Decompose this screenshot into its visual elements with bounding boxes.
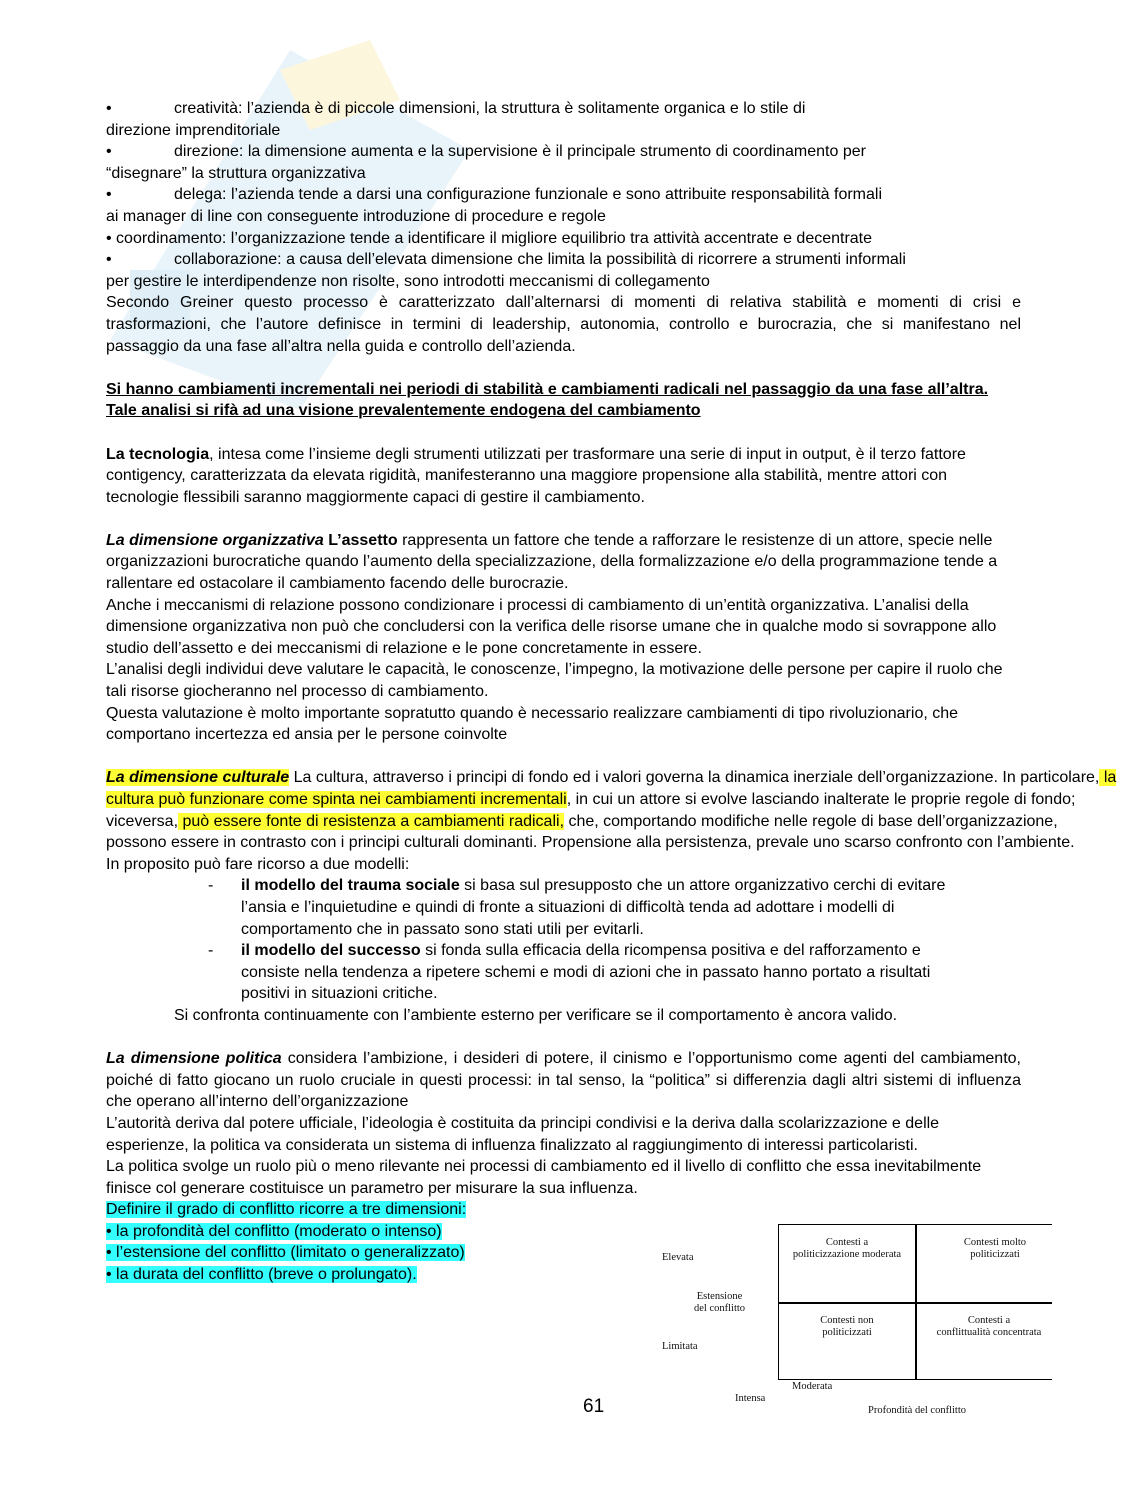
- bullet-icon: •: [106, 143, 112, 161]
- bullet-text: direzione: la dimensione aumenta e la supervisione è il principale strumento di coordinamento per: [174, 143, 866, 161]
- list-item: [106, 98, 1021, 141]
- list-item: [106, 141, 1021, 184]
- matrix-x-low-label: Moderata: [792, 1381, 833, 1392]
- bullet-text: collaborazione: a causa dell’elevata dimensione che limita la possibilità di ricorrere a strumenti informali: [174, 251, 906, 269]
- culturale-text-2: , in cui un attore si evolve lasciando inalterate le proprie regole di fondo; viceversa,: [106, 791, 1076, 830]
- tecnologia-paragraph: [106, 444, 1021, 509]
- culturale-title: La dimensione culturale: [106, 769, 290, 787]
- organizzativa-subtitle: L’assetto: [323, 531, 398, 549]
- culturale-paragraph: [106, 767, 1121, 853]
- bullet-continuation: ai manager di line con conseguente introduzione di procedure e regole: [106, 207, 606, 225]
- politica-paragraph: [106, 1048, 1021, 1113]
- highlighted-text: • la profondità del conflitto (moderato o intenso): [106, 1222, 442, 1240]
- models-list: [106, 875, 1021, 1005]
- list-item: [106, 184, 1021, 227]
- highlighted-text: • l’estensione del conflitto (limitato o generalizzato): [106, 1244, 465, 1262]
- organizzativa-paragraph: [106, 530, 1021, 595]
- bullet-icon: •: [106, 251, 112, 269]
- dash-icon: -: [208, 877, 214, 895]
- politica-p2: L’autorità deriva dal potere ufficiale, l’ideologia è costituita da principi condivisi e la deriva dalla scolarizzazione e delle esperienze, la politica va considerata un sistema di influenza finalizzato al raggiungimento di interessi particolaristi.: [106, 1114, 940, 1154]
- model-text: si basa sul presupposto che un attore organizzativo cerchi di evitare l’ansia e l’inquietudine e quindi di fronte a situazioni di difficoltà tenda ad adottare i modelli di comportamento che in passato sono stati utili per evitarli.: [241, 877, 946, 938]
- matrix-x-high-label: Intensa: [735, 1393, 766, 1404]
- model-text: si fonda sulla efficacia della ricompensa positiva e del rafforzamento e consiste nella tendenza a ripetere schemi e modi di azioni che in passato hanno portato a risultati positivi in situazioni critiche.: [241, 942, 931, 1003]
- bullet-continuation: “disegnare” la struttura organizzativa: [106, 164, 366, 182]
- bullet-text: • coordinamento: l’organizzazione tende a identificare il migliore equilibrio tra attività accentrate e decentrate: [106, 229, 873, 247]
- list-item: [106, 940, 976, 1005]
- organizzativa-text: rappresenta un fattore che tende a rafforzare le resistenze di un attore, specie nelle organizzazioni burocratiche quando l’aumento della specializzazione, della formalizzazione e/o della programmazione tende a rallentare ed ostacolare il cambiamento facendo delle burocrazie.: [106, 531, 998, 593]
- list-item: [106, 875, 976, 940]
- tecnologia-title: La tecnologia: [106, 445, 210, 463]
- organizzativa-p2: Anche i meccanismi di relazione possono condizionare i processi di cambiamento di un’entità organizzativa. L’analisi della dimensione organizzativa non può che concludersi con la verifica delle risorse umane che in qualche modo si sovrappone allo studio dell’assetto e dei meccanismi di relazione e le pone concretamente in essere.: [106, 596, 997, 657]
- matrix-cell-top-left: Contesti a politicizzazione moderata: [792, 1237, 902, 1260]
- culturale-highlight-2: può essere fonte di resistenza a cambiamenti radicali,: [178, 812, 565, 830]
- greiner-paragraph: Secondo Greiner questo processo è caratterizzato dall’alternarsi di momenti di relativa stabilità e momenti di crisi e trasformazioni, che l’autore definisce in termini di leadership, autonomia, controllo e burocrazia, che si manifestano nel passaggio da una fase all’altra nella guida e controllo dell’azienda.: [106, 294, 1021, 355]
- politica-text: considera l’ambizione, i desideri di potere, il cinismo e l’opportunismo come agenti del cambiamento, poiché di fatto giocano un ruolo cruciale in questi processi: in tal senso, la “politica” si differenzia dagli altri sistemi di influenza che operano all’interno dell’organizzazione: [106, 1050, 1021, 1111]
- page-number: 61: [583, 1396, 605, 1417]
- politica-p3: La politica svolge un ruolo più o meno rilevante nei processi di cambiamento ed il livello di conflitto che essa inevitabilmente finisce col generare costituisce un parametro per misurare la sua influenza.: [106, 1158, 982, 1197]
- matrix-y-low-label: Limitata: [662, 1341, 698, 1352]
- bullet-icon: •: [106, 186, 112, 204]
- culturale-highlight-1: la cultura può funzionare come spinta nei cambiamenti incrementali: [106, 769, 1117, 808]
- model-name: il modello del trauma sociale: [241, 877, 460, 895]
- bullet-icon: •: [106, 100, 112, 117]
- conflict-matrix: [640, 1215, 1080, 1420]
- bullet-text: delega: l’azienda tende a darsi una configurazione funzionale e sono attribuite responsabilità formali: [174, 186, 883, 204]
- list-item: [106, 249, 1021, 292]
- organizzativa-p4: Questa valutazione è molto importante sopratutto quando è necessario realizzare cambiamenti di tipo rivoluzionario, che comportano incertezza ed ansia per le persone coinvolte: [106, 704, 959, 744]
- culturale-text-3: che, comportando modifiche nelle regole di base dell’organizzazione, possono essere in contrasto con i principi culturali dominanti. Propensione alla persistenza, prevale uno scarso confronto con l’ambiente.: [106, 812, 1075, 852]
- underlined-statement: Si hanno cambiamenti incrementali nei periodi di stabilità e cambiamenti radicali nel passaggio da una fase all’altra. Tale analisi si rifà ad una visione prevalentemente endogena del cambiamento: [106, 380, 989, 420]
- matrix-cell-top-right: Contesti molto politicizzati: [963, 1237, 1027, 1260]
- bullet-continuation: direzione imprenditoriale: [106, 121, 281, 139]
- matrix-cell-bottom-right: Contesti a conflittualità concentrata: [936, 1315, 1042, 1338]
- matrix-grid: [778, 1224, 1052, 1380]
- organizzativa-title: La dimensione organizzativa: [106, 531, 324, 549]
- culturale-p3: Si confronta continuamente con l’ambiente esterno per verificare se il comportamento è ancora valido.: [174, 1006, 898, 1024]
- highlighted-text: Definire il grado di conflitto ricorre a tre dimensioni:: [106, 1201, 467, 1219]
- bullet-continuation: per gestire le interdipendenze non risolte, sono introdotti meccanismi di collegamento: [106, 272, 710, 290]
- matrix-y-axis-label: Estensione del conflitto: [694, 1291, 746, 1314]
- matrix-cell-bottom-left: Contesti non politicizzati: [820, 1315, 874, 1338]
- politica-title: La dimensione politica: [106, 1050, 282, 1068]
- tecnologia-text: , intesa come l’insieme degli strumenti utilizzati per trasformare una serie di input in output, è il terzo fattore contigency, caratterizzata da elevata rigidità, manifesteranno una maggiore propensione alla stabilità, mentre attori con tecnologie flessibili saranno maggiormente capaci di gestire il cambiamento.: [106, 445, 966, 506]
- document-body: [106, 98, 1117, 1286]
- bullet-text: creatività: l’azienda è di piccole dimensioni, la struttura è solitamente organica e lo stile di: [174, 100, 806, 117]
- list-item: [106, 228, 1021, 250]
- highlighted-text: • la durata del conflitto (breve o prolungato).: [106, 1266, 417, 1284]
- matrix-y-high-label: Elevata: [662, 1252, 694, 1263]
- culturale-p2: In proposito può fare ricorso a due modelli:: [106, 855, 410, 873]
- intro-bullet-list: [106, 98, 1021, 292]
- model-name: il modello del successo: [241, 942, 421, 960]
- culturale-text-1: La cultura, attraverso i principi di fondo ed i valori governa la dinamica inerziale dell’organizzazione. In particolare,: [289, 769, 1100, 787]
- matrix-horizontal-divider: [779, 1302, 1052, 1304]
- matrix-x-axis-label: Profondità del conflitto: [868, 1405, 966, 1416]
- dash-icon: -: [208, 942, 214, 960]
- organizzativa-p3: L’analisi degli individui deve valutare le capacità, le conoscenze, l’impegno, la motivazione delle persone per capire il ruolo che tali risorse giocheranno nel processo di cambiamento.: [106, 661, 1003, 701]
